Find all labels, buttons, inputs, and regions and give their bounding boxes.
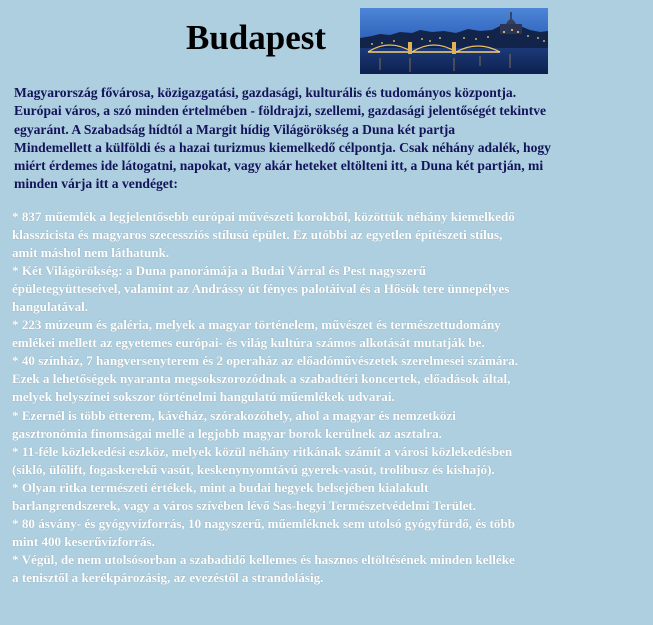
intro-line: miért érdemes ide látogatni, napokat, vagy akár heteket eltölteni itt, a Duna két partján, mi [14, 158, 544, 174]
fact-line: barlangrendszerek, vagy a város szívében lévő Sas-hegyi Természetvédelmi Terület. [12, 497, 477, 513]
fact-line: Ezek a lehetőségek nyaranta megsokszorozódnak a szabadtéri koncertek, előadások által, [12, 371, 511, 387]
fact-line: * Két Világörökség: a Duna panorámája a Budai Várral és Pest nagyszerű [12, 263, 427, 279]
facts-list [12, 208, 642, 587]
fact-line: * Végül, de nem utolsósorban a szabadidő kellemes és hasznos eltöltésének minden kelléke [12, 551, 515, 567]
fact-line: * 80 ásvány- és gyógyvízforrás, 10 nagyszerű, műemléknek sem utolsó gyógyfürdő, és több [12, 515, 516, 531]
fact-line: klasszicista és magyaros szecessziós stílusú épület. Ez utóbbi az egyetlen építészeti stílus, [12, 227, 503, 243]
fact-line: mint 400 keserűvízforrás. [12, 533, 155, 549]
fact-line: amit máshol nem láthatunk. [12, 245, 170, 261]
fact-line: gasztronómia finomságai mellé a legjobb magyar borok kerülnek az asztalra. [12, 425, 442, 441]
fact-line: emlékei mellett az egyetemes európai- és világ kultúra számos alkotását mutatják be. [12, 335, 485, 351]
intro-paragraph [14, 84, 644, 194]
fact-line: * 837 műemlék a legjelentősebb európai művészeti korokból, közöttük néhány kiemelkedő [12, 209, 515, 224]
fact-line: (sikló, ülőlift, fogaskerekű vasút, keskenynyomtávú gyerek-vasút, trolibusz és kishajó). [12, 461, 495, 477]
intro-line: Magyarország fővárosa, közigazgatási, gazdasági, kulturális és tudományos központja. [14, 85, 517, 100]
fact-line: a tenisztől a kerékpározásig, az evezéstől a strandolásig. [12, 569, 324, 585]
intro-line: Európai város, a szó minden értelmében - földrajzi, szellemi, gazdasági jelentőségét tekintve [14, 103, 547, 119]
page-title: Budapest [186, 18, 327, 57]
intro-line: minden várja itt a vendéget: [14, 176, 178, 192]
fact-line: * 40 színház, 7 hangversenyterem és 2 operaház az előadóművészetek szerelmesei számára. [12, 353, 519, 369]
fact-line: * 11-féle közlekedési eszköz, melyek közül néhány ritkának számít a városi közlekedésben [12, 443, 513, 459]
fact-line: * 223 múzeum és galéria, melyek a magyar történelem, művészet és természettudomány [12, 317, 501, 333]
page-header [0, 0, 653, 80]
fact-line: * Ezernél is több étterem, kávéház, szórakozóhely, ahol a magyar és nemzetközi [12, 407, 456, 423]
fact-line: melyek helyszínei sokszor történelmi hangulatú műemlékek udvarai. [12, 389, 395, 405]
fact-line: * Olyan ritka természeti értékek, mint a budai hegyek belsejében kialakult [12, 479, 429, 495]
intro-line: egyaránt. A Szabadság hídtól a Margit hídig Világörökség a Duna két partja [14, 121, 456, 137]
budapest-panorama-photo [360, 8, 548, 74]
intro-line: Mindemellett a külföldi és a hazai turizmus kiemelkedő célpontja. Csak néhány adalék, hogy [14, 139, 551, 155]
fact-line: épületegyütteseivel, valamint az Andrássy út fényes palotáival és a Hősök tere ünnepélyes [12, 281, 510, 297]
fact-line: hangulatával. [12, 299, 89, 315]
